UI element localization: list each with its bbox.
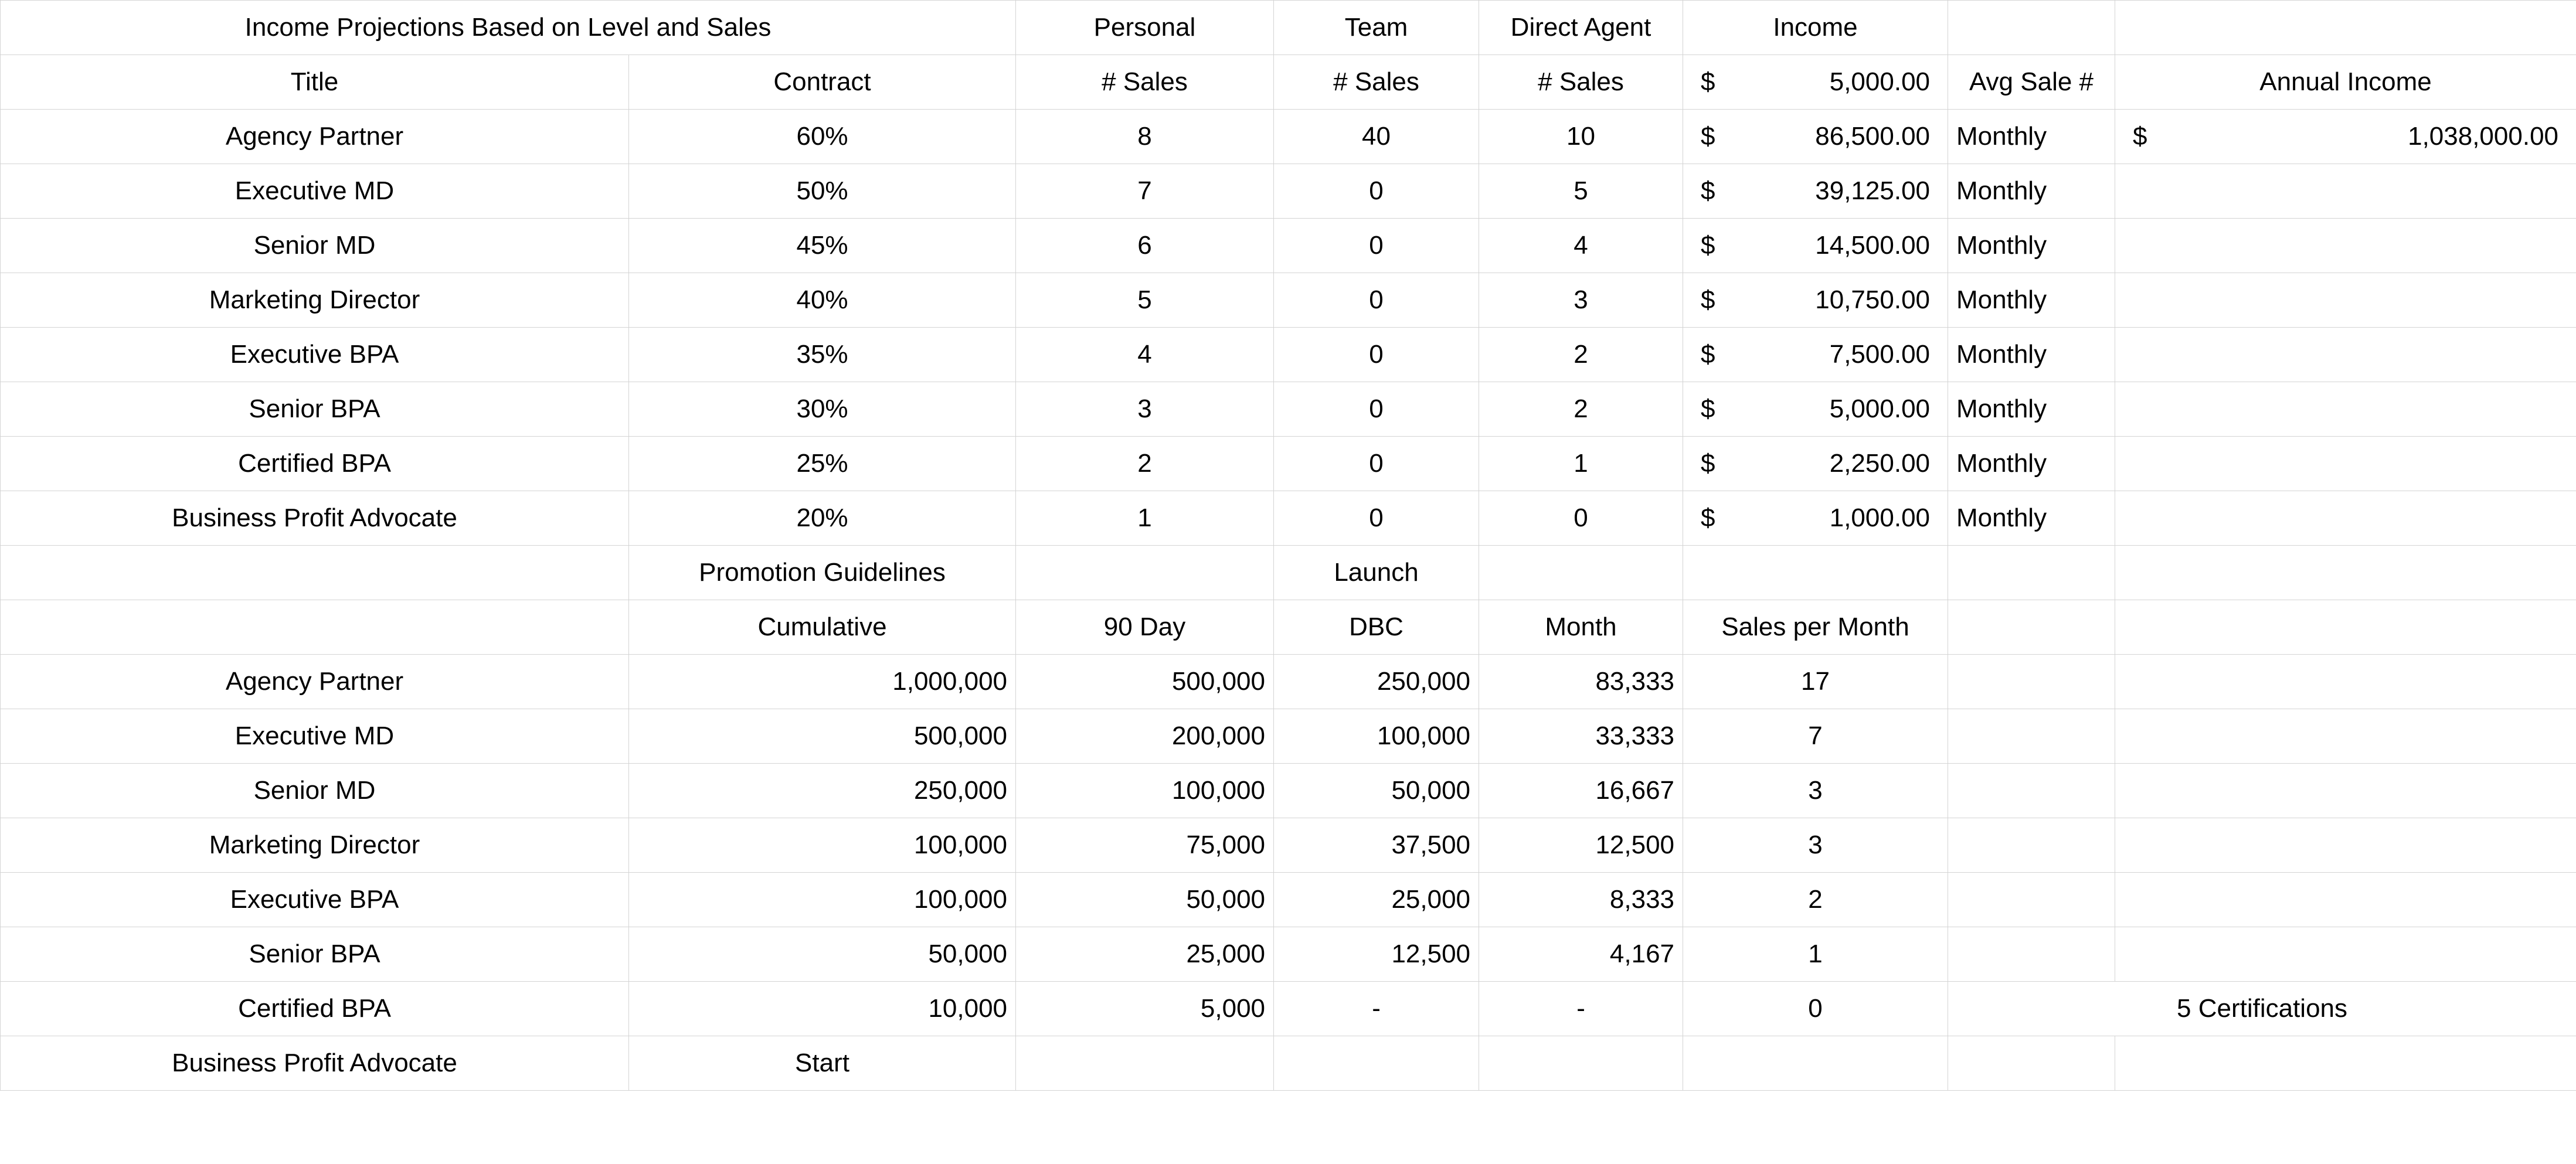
column-header-title: Title	[1, 55, 629, 110]
promo-row-title: Senior BPA	[1, 927, 629, 982]
table-row	[1, 546, 2576, 600]
avg-sale-amount: 5,000.00	[1829, 67, 1931, 96]
title-banner: Income Projections Based on Level and Sales	[1, 1, 1016, 55]
promo-row-cumulative: 100,000	[629, 818, 1016, 873]
empty-cell	[2115, 273, 2576, 328]
promo-row-90-day: 200,000	[1016, 709, 1274, 764]
empty-cell	[2115, 437, 2576, 491]
row-income-cell	[1683, 437, 1948, 491]
row-income: 1,000.00	[1829, 503, 1931, 532]
table-row	[1, 164, 2576, 219]
row-personal-sales[interactable]: 7	[1016, 164, 1274, 219]
row-personal-sales[interactable]: 8	[1016, 110, 1274, 164]
column-header-dbc: DBC	[1274, 600, 1479, 655]
empty-cell	[2115, 709, 2576, 764]
empty-cell	[2115, 546, 2576, 600]
empty-cell	[2115, 491, 2576, 546]
empty-cell	[1948, 764, 2115, 818]
promo-row-sales-per-month: 2	[1683, 873, 1948, 927]
row-title: Senior MD	[1, 219, 629, 273]
promo-row-title: Certified BPA	[1, 982, 629, 1036]
empty-cell	[1683, 546, 1948, 600]
promo-row-dbc	[1274, 1036, 1479, 1091]
promo-row-dbc: 50,000	[1274, 764, 1479, 818]
row-title: Certified BPA	[1, 437, 629, 491]
group-header-promotion-guidelines: Promotion Guidelines	[629, 546, 1016, 600]
row-team-sales[interactable]: 0	[1274, 491, 1479, 546]
row-income: 5,000.00	[1829, 394, 1931, 423]
row-frequency: Monthly	[1948, 382, 2115, 437]
group-header-team: Team	[1274, 1, 1479, 55]
row-title: Agency Partner	[1, 110, 629, 164]
empty-cell	[2115, 818, 2576, 873]
promo-row-cumulative: 100,000	[629, 873, 1016, 927]
row-income: 86,500.00	[1815, 121, 1931, 151]
promo-row-cumulative: Start	[629, 1036, 1016, 1091]
row-direct-sales[interactable]: 10	[1479, 110, 1683, 164]
promo-row-title: Executive BPA	[1, 873, 629, 927]
promo-row-sales-per-month	[1683, 1036, 1948, 1091]
empty-cell	[2115, 655, 2576, 709]
promo-row-cumulative: 500,000	[629, 709, 1016, 764]
row-direct-sales[interactable]: 5	[1479, 164, 1683, 219]
currency-symbol: $	[1701, 67, 1715, 96]
promo-row-90-day: 5,000	[1016, 982, 1274, 1036]
currency-symbol: $	[1701, 339, 1715, 369]
empty-cell	[1948, 818, 2115, 873]
group-header-launch: Launch	[1274, 546, 1479, 600]
row-contract: 60%	[629, 110, 1016, 164]
table-row	[1, 328, 2576, 382]
empty-cell	[2115, 219, 2576, 273]
promo-row-title: Executive MD	[1, 709, 629, 764]
row-frequency: Monthly	[1948, 328, 2115, 382]
row-personal-sales[interactable]: 6	[1016, 219, 1274, 273]
empty-cell	[1, 600, 629, 655]
promo-row-dbc: 25,000	[1274, 873, 1479, 927]
row-income: 7,500.00	[1829, 339, 1931, 369]
row-personal-sales[interactable]: 3	[1016, 382, 1274, 437]
promo-row-month: 16,667	[1479, 764, 1683, 818]
row-personal-sales[interactable]: 1	[1016, 491, 1274, 546]
empty-cell	[2115, 873, 2576, 927]
table-row	[1, 764, 2576, 818]
empty-cell	[1016, 546, 1274, 600]
promo-row-month: 8,333	[1479, 873, 1683, 927]
empty-cell	[2115, 600, 2576, 655]
row-title: Executive MD	[1, 164, 629, 219]
promo-row-cumulative: 250,000	[629, 764, 1016, 818]
row-frequency: Monthly	[1948, 273, 2115, 328]
row-frequency: Monthly	[1948, 110, 2115, 164]
promo-row-title: Agency Partner	[1, 655, 629, 709]
row-frequency: Monthly	[1948, 437, 2115, 491]
empty-cell	[2115, 1036, 2576, 1091]
promo-row-90-day: 75,000	[1016, 818, 1274, 873]
table-row	[1, 491, 2576, 546]
table-row	[1, 655, 2576, 709]
row-team-sales[interactable]: 0	[1274, 328, 1479, 382]
column-header-90-day: 90 Day	[1016, 600, 1274, 655]
row-income-cell	[1683, 164, 1948, 219]
empty-cell	[2115, 382, 2576, 437]
promo-row-month: 33,333	[1479, 709, 1683, 764]
row-title: Senior BPA	[1, 382, 629, 437]
table-row	[1, 818, 2576, 873]
row-team-sales[interactable]: 0	[1274, 437, 1479, 491]
table-row	[1, 55, 2576, 110]
promo-row-dbc: 250,000	[1274, 655, 1479, 709]
row-direct-sales[interactable]: 4	[1479, 219, 1683, 273]
promo-row-month: -	[1479, 982, 1683, 1036]
table-row	[1, 1036, 2576, 1091]
row-contract: 30%	[629, 382, 1016, 437]
row-team-sales[interactable]: 0	[1274, 219, 1479, 273]
promo-row-sales-per-month: 1	[1683, 927, 1948, 982]
promo-row-sales-per-month: 7	[1683, 709, 1948, 764]
row-annual-income: 1,038,000.00	[2408, 121, 2559, 151]
avg-sale-amount-cell[interactable]	[1683, 55, 1948, 110]
promo-row-month: 4,167	[1479, 927, 1683, 982]
row-team-sales[interactable]: 0	[1274, 382, 1479, 437]
table-row	[1, 382, 2576, 437]
table-row	[1, 273, 2576, 328]
promo-row-sales-per-month: 3	[1683, 764, 1948, 818]
column-header-sales-per-month: Sales per Month	[1683, 600, 1948, 655]
column-header-annual-income: Annual Income	[2115, 55, 2576, 110]
row-team-sales[interactable]: 0	[1274, 164, 1479, 219]
row-contract: 20%	[629, 491, 1016, 546]
row-income-cell	[1683, 382, 1948, 437]
group-header-income: Income	[1683, 1, 1948, 55]
currency-symbol: $	[1701, 394, 1715, 423]
promo-row-cumulative: 50,000	[629, 927, 1016, 982]
row-contract: 50%	[629, 164, 1016, 219]
row-personal-sales[interactable]: 2	[1016, 437, 1274, 491]
promo-row-month	[1479, 1036, 1683, 1091]
empty-cell	[2115, 927, 2576, 982]
promo-row-title: Senior MD	[1, 764, 629, 818]
row-direct-sales[interactable]: 2	[1479, 382, 1683, 437]
row-frequency: Monthly	[1948, 491, 2115, 546]
table-row	[1, 982, 2576, 1036]
row-income-cell	[1683, 110, 1948, 164]
promo-row-90-day	[1016, 1036, 1274, 1091]
row-income: 14,500.00	[1815, 230, 1931, 260]
row-contract: 25%	[629, 437, 1016, 491]
currency-symbol: $	[1701, 285, 1715, 314]
promo-row-cumulative: 10,000	[629, 982, 1016, 1036]
empty-cell	[2115, 764, 2576, 818]
promo-row-title: Business Profit Advocate	[1, 1036, 629, 1091]
currency-symbol: $	[1701, 230, 1715, 260]
table-row	[1, 437, 2576, 491]
table-row	[1, 110, 2576, 164]
promo-row-month: 12,500	[1479, 818, 1683, 873]
row-income-cell	[1683, 328, 1948, 382]
row-contract: 45%	[629, 219, 1016, 273]
currency-symbol: $	[1701, 176, 1715, 205]
row-income-cell	[1683, 273, 1948, 328]
column-header-avg-sale: Avg Sale #	[1948, 55, 2115, 110]
empty-cell	[1, 546, 629, 600]
row-title: Business Profit Advocate	[1, 491, 629, 546]
row-income: 10,750.00	[1815, 285, 1931, 314]
row-direct-sales[interactable]: 1	[1479, 437, 1683, 491]
table-row	[1, 873, 2576, 927]
row-frequency: Monthly	[1948, 219, 2115, 273]
empty-cell	[1948, 655, 2115, 709]
row-income: 2,250.00	[1829, 448, 1931, 478]
currency-symbol: $	[2133, 121, 2147, 151]
empty-cell	[1479, 546, 1683, 600]
empty-cell	[1948, 873, 2115, 927]
empty-cell	[1948, 709, 2115, 764]
table-row	[1, 219, 2576, 273]
empty-cell	[1948, 1036, 2115, 1091]
row-contract: 40%	[629, 273, 1016, 328]
column-header-personal-sales: # Sales	[1016, 55, 1274, 110]
group-header-direct-agent: Direct Agent	[1479, 1, 1683, 55]
row-title: Executive BPA	[1, 328, 629, 382]
row-contract: 35%	[629, 328, 1016, 382]
row-annual-cell	[2115, 110, 2576, 164]
promo-row-title: Marketing Director	[1, 818, 629, 873]
row-team-sales[interactable]: 0	[1274, 273, 1479, 328]
promo-row-90-day: 100,000	[1016, 764, 1274, 818]
promo-row-dbc: -	[1274, 982, 1479, 1036]
empty-cell	[1948, 927, 2115, 982]
row-personal-sales[interactable]: 4	[1016, 328, 1274, 382]
column-header-direct-sales: # Sales	[1479, 55, 1683, 110]
column-header-cumulative: Cumulative	[629, 600, 1016, 655]
row-personal-sales[interactable]: 5	[1016, 273, 1274, 328]
currency-symbol: $	[1701, 121, 1715, 151]
promo-row-90-day: 50,000	[1016, 873, 1274, 927]
promo-row-90-day: 25,000	[1016, 927, 1274, 982]
row-income-cell	[1683, 491, 1948, 546]
row-frequency: Monthly	[1948, 164, 2115, 219]
promo-row-dbc: 12,500	[1274, 927, 1479, 982]
currency-symbol: $	[1701, 448, 1715, 478]
row-direct-sales[interactable]: 0	[1479, 491, 1683, 546]
table-row	[1, 1, 2576, 55]
empty-cell	[1948, 600, 2115, 655]
row-direct-sales[interactable]: 2	[1479, 328, 1683, 382]
row-title: Marketing Director	[1, 273, 629, 328]
column-header-month: Month	[1479, 600, 1683, 655]
promo-row-dbc: 100,000	[1274, 709, 1479, 764]
empty-cell	[2115, 328, 2576, 382]
promo-row-sales-per-month: 3	[1683, 818, 1948, 873]
promo-row-dbc: 37,500	[1274, 818, 1479, 873]
promo-row-90-day: 500,000	[1016, 655, 1274, 709]
table-row	[1, 709, 2576, 764]
table-row	[1, 927, 2576, 982]
empty-cell	[1948, 546, 2115, 600]
currency-symbol: $	[1701, 503, 1715, 532]
promo-row-cumulative: 1,000,000	[629, 655, 1016, 709]
empty-cell	[1948, 1, 2115, 55]
certifications-note: 5 Certifications	[1948, 982, 2576, 1036]
row-income: 39,125.00	[1815, 176, 1931, 205]
promo-row-month: 83,333	[1479, 655, 1683, 709]
table-row	[1, 600, 2576, 655]
column-header-contract: Contract	[629, 55, 1016, 110]
column-header-team-sales: # Sales	[1274, 55, 1479, 110]
row-income-cell	[1683, 219, 1948, 273]
empty-cell	[2115, 164, 2576, 219]
group-header-personal: Personal	[1016, 1, 1274, 55]
row-team-sales[interactable]: 40	[1274, 110, 1479, 164]
promo-row-sales-per-month: 0	[1683, 982, 1948, 1036]
empty-cell	[2115, 1, 2576, 55]
promo-row-sales-per-month: 17	[1683, 655, 1948, 709]
row-direct-sales[interactable]: 3	[1479, 273, 1683, 328]
